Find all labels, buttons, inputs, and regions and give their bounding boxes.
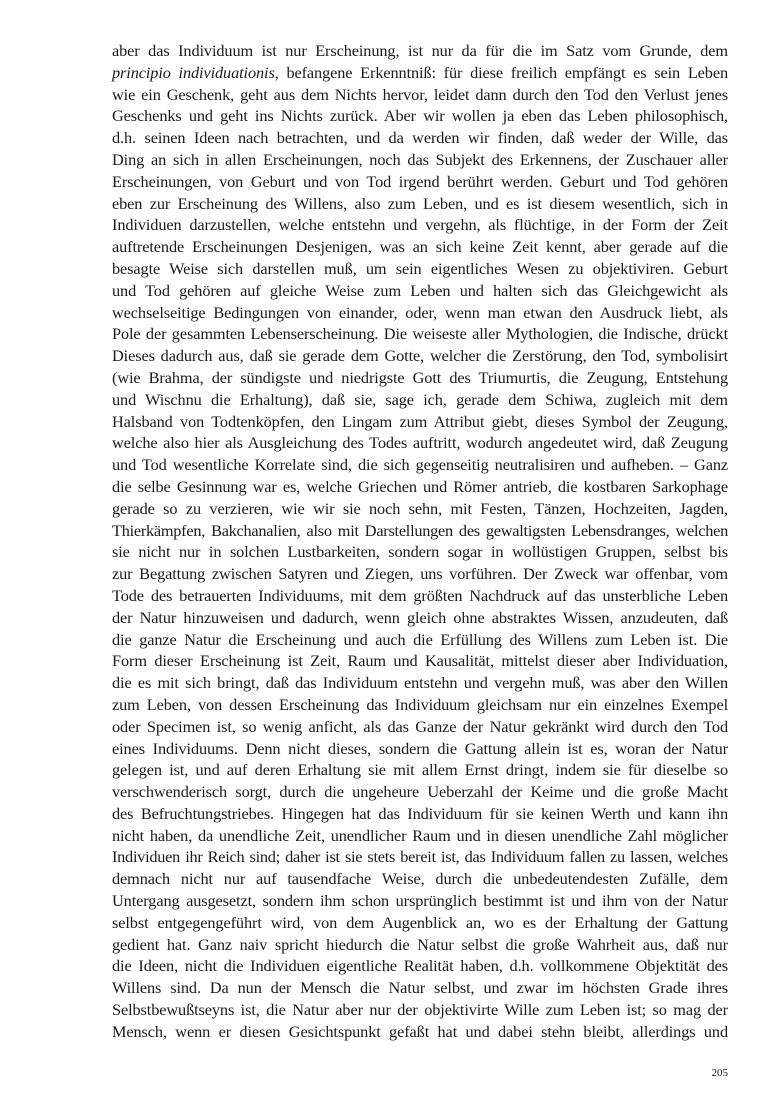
text-line: besagte Weise sich darstellen muß, um sein eigentliches Wesen zu objektiviren. Geburt <box>112 258 728 278</box>
text-line: Pole der gesammten Lebenserscheinung. Die weiseste aller Mythologien, die Indische, drückt <box>112 324 728 344</box>
text-line: Erscheinungen, von Geburt und von Tod irgend berührt werden. Geburt und Tod gehören <box>112 171 728 191</box>
body-text <box>112 40 728 1043</box>
text-line: Ding an sich in allen Erscheinungen, noch das Subjekt des Erkennens, der Zuschauer aller <box>112 149 728 169</box>
text-line: d.h. seinen Ideen nach betrachten, und da werden wir finden, daß weder der Wille, das <box>112 128 728 148</box>
text-line: wie ein Geschenk, geht aus dem Nichts hervor, leidet dann durch den Tod den Verlust jenes <box>112 84 728 104</box>
text-line-rest: , befangene Erkenntniß: für diese freilich empfängt es sein Leben <box>274 62 728 82</box>
text-line: die es mit sich bringt, daß das Individuum entstehn und vergehn muß, was aber den Willen <box>112 673 728 693</box>
text-line: Mensch, wenn er diesen Gesichtspunkt gefaßt hat und dabei stehn bleibt, allerdings und <box>112 1021 728 1041</box>
text-line: sie nicht nur in solchen Lustbarkeiten, sondern sogar in wollüstigen Gruppen, selbst bis <box>112 542 728 562</box>
text-line: Individuen ihr Reich sind; daher ist sie stets bereit ist, das Individuum fallen zu lassen, welches <box>112 847 728 867</box>
text-line: auftretende Erscheinungen Desjenigen, was an sich keine Zeit kennt, aber gerade auf die <box>112 237 728 257</box>
text-line: Halsband von Todtenköpfen, den Lingam zum Attribut giebt, dieses Symbol der Zeugung, <box>112 411 728 431</box>
text-line: gedient hat. Ganz naiv spricht hiedurch die Natur selbst die große Wahrheit aus, daß nur <box>112 934 728 954</box>
text-line: nicht haben, da unendliche Zeit, unendlicher Raum und in diesen unendliche Zahl möglicher <box>112 825 728 845</box>
text-line: selbst entgegengeführt wird, von dem Augenblick an, wo es der Erhaltung der Gattung <box>112 912 728 932</box>
text-line: die Ideen, nicht die Individuen eigentliche Realität haben, d.h. vollkommene Objektität des <box>112 956 728 976</box>
text-line: und Tod gehören auf gleiche Weise zum Leben und halten sich das Gleichgewicht als <box>112 280 728 300</box>
text-line: gerade so zu verzieren, wie wir sie noch sehn, mit Festen, Tänzen, Hochzeiten, Jagden, <box>112 498 728 518</box>
text-line: Geschenks und geht ins Nichts zurück. Aber wir wollen ja eben das Leben philosophisch, <box>112 106 728 126</box>
text-line: aber das Individuum ist nur Erscheinung, ist nur da für die im Satz vom Grunde, dem <box>112 41 728 60</box>
text-line: verschwenderisch sorgt, durch die ungeheure Ueberzahl der Keime und die große Macht <box>112 782 728 802</box>
text-line: Tode des betrauerten Individuums, mit dem größten Nachdruck auf das unsterbliche Leben <box>112 585 728 605</box>
text-line: eben zur Erscheinung des Willens, also zum Leben, und es ist diesem wesentlich, sich in <box>112 193 728 213</box>
text-line: oder Specimen ist, so wenig anficht, als das Ganze der Natur gekränkt wird durch den Tod <box>112 716 728 736</box>
text-line: gelegen ist, und auf deren Erhaltung sie mit allem Ernst dringt, indem sie für dieselbe so <box>112 760 728 780</box>
text-line: die selbe Gesinnung war es, welche Griechen und Römer antrieb, die kostbaren Sarkophage <box>112 476 728 496</box>
text-line: und Wischnu die Erhaltung), daß sie, sage ich, gerade dem Schiwa, zugleich mit dem <box>112 389 728 409</box>
text-line: Individuen darzustellen, welche entstehn und vergehn, als flüchtige, in der Form der Zeit <box>112 215 728 235</box>
text-line: die ganze Natur die Erscheinung und auch die Erfüllung des Willens zum Leben ist. Die <box>112 629 728 649</box>
italic-phrase: principio individuationis <box>112 62 275 82</box>
text-line: und Tod wesentliche Korrelate sind, die sich gegenseitig neutralisiren und aufheben. – Ganz <box>112 455 728 475</box>
text-line: Selbstbewußtseyns ist, die Natur aber nur der objektivirte Wille zum Leben ist; so mag der <box>112 1000 728 1020</box>
text-line: Form dieser Erscheinung ist Zeit, Raum und Kausalität, mittelst dieser aber Individuation, <box>112 651 728 671</box>
text-line: (wie Brahma, der sündigste und niedrigste Gott des Triumurtis, die Zeugung, Entstehung <box>112 367 728 387</box>
page-number: 205 <box>711 1067 728 1079</box>
text-line: welche also hier als Ausgleichung des Todes auftritt, wodurch angedeutet wird, daß Zeugung <box>112 433 728 453</box>
text-line: Dieses dadurch aus, daß sie gerade dem Gotte, welcher die Zerstörung, den Tod, symbolisirt <box>112 346 728 366</box>
text-line: demnach nicht nur auf tausendfache Weise, durch die unbedeutendesten Zufälle, dem <box>112 869 728 889</box>
text-line <box>112 62 728 84</box>
text-line: eines Individuums. Denn nicht dieses, sondern die Gattung allein ist es, woran der Natur <box>112 738 728 758</box>
text-line: Thierkämpfen, Bakchanalien, also mit Darstellungen des gewaltigsten Lebensdranges, welchen <box>112 520 728 540</box>
text-line: Willens sind. Da nun der Mensch die Natur selbst, und zwar im höchsten Grade ihres <box>112 978 728 998</box>
text-line: Untergang ausgesetzt, sondern ihm schon ursprünglich bestimmt ist und ihm von der Natur <box>112 891 728 911</box>
text-line: wechselseitige Bedingungen von einander, oder, wenn man etwan den Ausdruck liebt, als <box>112 302 728 322</box>
text-line: des Befruchtungstriebes. Hingegen hat das Individuum für sie keinen Werth und kann ihn <box>112 803 728 823</box>
text-line: zum Leben, von dessen Erscheinung das Individuum gleichsam nur ein einzelnes Exempel <box>112 694 728 714</box>
text-line: zur Begattung zwischen Satyren und Ziegen, uns vorführen. Der Zweck war offenbar, vom <box>112 564 728 584</box>
text-line: der Natur hinzuweisen und dadurch, wenn gleich ohne abstraktes Wissen, anzudeuten, daß <box>112 607 728 627</box>
